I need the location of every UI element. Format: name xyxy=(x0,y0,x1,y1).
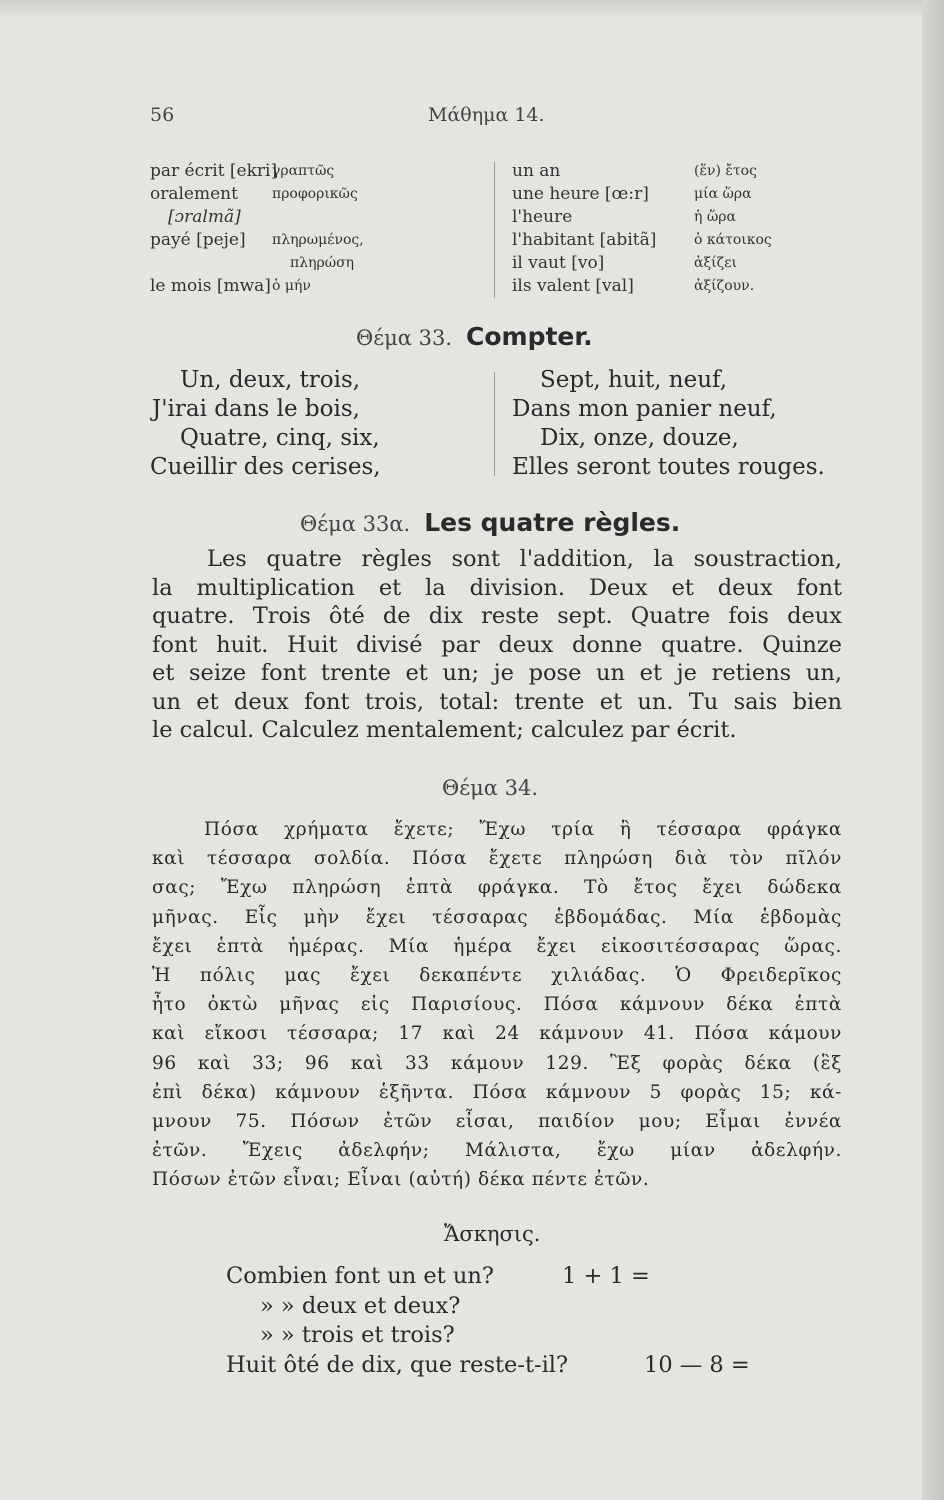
exercise-question: » » deux et deux? xyxy=(260,1292,461,1319)
text-line: Πόσα χρήματα ἔχετε; Ἔχω τρία ἢ τέσσαρα φράγκα xyxy=(204,819,842,840)
vocab-fr: [ɔralmã] xyxy=(168,207,241,227)
theme-title: Compter. xyxy=(466,322,593,351)
poem-line: J'irai dans le bois, xyxy=(152,396,360,422)
text-line: σας; Ἔχω πληρώση ἑπτὰ φράγκα. Τὸ ἔτος ἔχει δώδεκα xyxy=(152,877,842,899)
vocab-divider xyxy=(494,162,495,298)
poem-line: Dix, onze, douze, xyxy=(540,425,739,451)
paragraph-34 xyxy=(152,815,842,1194)
vocab-gr: ὁ μήν xyxy=(272,278,311,294)
text-line: la multiplication et la division. Deux et deux font xyxy=(152,574,842,601)
text-line: 96 καὶ 33; 96 καὶ 33 κάμουν 129. Ἓξ φορὰς δέκα (ἓξ xyxy=(152,1052,842,1074)
text-line: μῆνας. Εἷς μὴν ἔχει τέσσαρας ἑβδομάδας. Μία ἑβδομὰς xyxy=(152,906,842,928)
vocab-fr: une heure [œ:r] xyxy=(512,184,649,204)
vocab-gr: (ἕν) ἔτος xyxy=(694,163,757,179)
theme-title: Les quatre règles. xyxy=(424,508,681,537)
vocab-gr: ὁ κάτοικος xyxy=(694,232,772,248)
text-line: le calcul. Calculez mentalement; calculez par écrit. xyxy=(152,717,737,743)
text-line: ἐτῶν. Ἔχεις ἀδελφήν; Μάλιστα, ἔχω μίαν ἀδελφήν. xyxy=(152,1140,842,1162)
lesson-title: Μάθημα 14. xyxy=(428,104,545,126)
vocab-gr: προφορικῶς xyxy=(272,186,358,202)
vocab-fr: oralement xyxy=(150,184,238,204)
exercise-question: Combien font un et un? xyxy=(226,1263,494,1289)
text-line: Les quatre règles sont l'addition, la soustraction, xyxy=(207,546,842,572)
exercise-title: Ἄσκησις. xyxy=(444,1222,541,1246)
paragraph-33a xyxy=(152,545,842,745)
theme-33a-heading xyxy=(300,508,680,537)
poem-line: Elles seront toutes rouges. xyxy=(512,454,825,480)
vocab-fr: l'habitant [abitã] xyxy=(512,230,657,250)
text-line: ἔχει ἑπτὰ ἡμέρας. Μία ἡμέρα ἔχει εἰκοσιτέσσαρας ὥρας. xyxy=(152,935,842,957)
vocab-gr: ἡ ὥρα xyxy=(694,209,736,225)
vocab-fr: le mois [mwa] xyxy=(150,276,271,296)
text-line: un et deux font trois, total: trente et un. Tu sais bien xyxy=(152,688,842,715)
theme-number: Θέμα 33. xyxy=(356,326,452,350)
theme-33-heading xyxy=(356,322,593,351)
exercise-question: Huit ôté de dix, que reste-t-il? xyxy=(226,1351,569,1378)
theme-34-heading xyxy=(442,776,538,800)
page-edge-right xyxy=(922,0,944,1500)
vocab-fr: l'heure xyxy=(512,207,573,227)
poem-line: Cueillir des cerises, xyxy=(150,454,381,480)
poem-divider xyxy=(494,372,495,476)
vocab-gr: ἀξίζει xyxy=(694,255,737,271)
text-line: font huit. Huit divisé par deux donne quatre. Quinze xyxy=(152,631,842,658)
vocab-gr: γραπτῶς xyxy=(272,163,335,179)
poem-line: Quatre, cinq, six, xyxy=(180,425,380,451)
vocab-fr: un an xyxy=(512,161,561,181)
poem-line: Un, deux, trois, xyxy=(180,367,361,393)
theme-number: Θέμα 33α. xyxy=(300,512,411,536)
poem-line: Sept, huit, neuf, xyxy=(540,367,728,393)
poem-right xyxy=(512,366,825,482)
vocab-fr: il vaut [vo] xyxy=(512,253,605,273)
text-line: μνουν 75. Πόσων ἐτῶν εἶσαι, παιδίον μου; Εἶμαι ἐννέα xyxy=(152,1110,842,1132)
text-line: καὶ τέσσαρα σολδία. Πόσα ἔχετε πληρώση διὰ τὸν πῖλόν xyxy=(152,848,842,870)
text-line: quatre. Trois ôté de dix reste sept. Quatre fois deux xyxy=(152,603,842,629)
vocab-gr: πληρωμένος, xyxy=(272,232,364,248)
text-line: ἦτο ὀκτὼ μῆνας εἰς Παρισίους. Πόσα κάμνουν δέκα ἑπτὰ xyxy=(152,994,842,1016)
vocab-fr: ils valent [val] xyxy=(512,276,634,296)
exercise-lines xyxy=(226,1262,786,1380)
vocab-right xyxy=(512,160,832,298)
theme-number: Θέμα 34. xyxy=(442,776,538,800)
vocab-gr: πληρώση xyxy=(290,255,355,271)
vocab-fr: payé [peje] xyxy=(150,230,246,250)
vocab-left xyxy=(150,160,480,298)
exercise-question: » » trois et trois? xyxy=(260,1322,455,1348)
exercise-equation: 10 — 8 = xyxy=(644,1351,750,1378)
poem-left xyxy=(150,366,381,482)
text-line: Ἡ πόλις μας ἔχει δεκαπέντε χιλιάδας. Ὁ Φρειδερῖκος xyxy=(152,964,842,986)
page-edge-top xyxy=(0,0,944,18)
vocab-gr: μία ὥρα xyxy=(694,186,752,202)
vocab-fr: par écrit [ekri] xyxy=(150,161,278,181)
text-line: et seize font trente et un; je pose un et je retiens un, xyxy=(152,660,842,686)
vocab-gr: ἀξίζουν. xyxy=(694,278,755,294)
page-number: 56 xyxy=(150,104,175,126)
exercise-equation: 1 + 1 = xyxy=(562,1263,650,1289)
text-line: καὶ εἴκοσι τέσσαρα; 17 καὶ 24 κάμνουν 41. Πόσα κάμουν xyxy=(152,1023,842,1045)
text-line: Πόσων ἐτῶν εἶναι; Εἶναι (αὐτή) δέκα πέντε ἐτῶν. xyxy=(152,1169,650,1191)
text-line: ἐπὶ δέκα) κάμνουν ἑξῆντα. Πόσα κάμνουν 5 φορὰς 15; κά- xyxy=(152,1081,842,1103)
poem-line: Dans mon panier neuf, xyxy=(512,396,777,422)
